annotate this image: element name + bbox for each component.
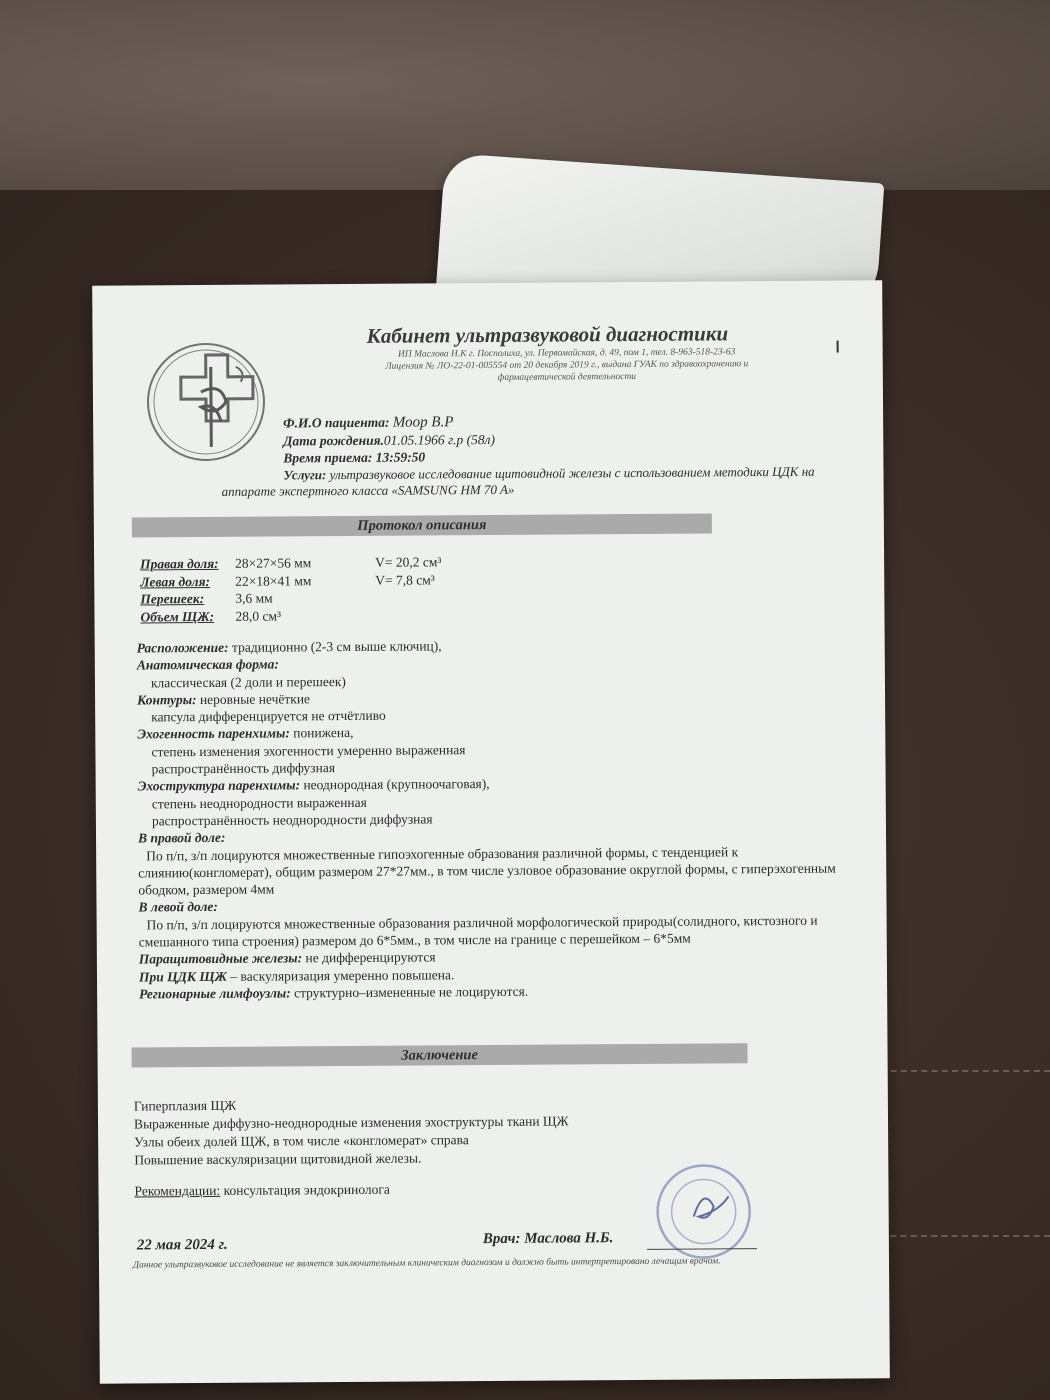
clinic-license: Лицензия № ЛО-22-01-005554 от 20 декабря 2019 г., выдана ГУАК по здравоохранению и (385, 359, 749, 372)
clinic-address: ИП Маслова Н.К г. Посполиха, ул. Первомайская, д. 49, пом 1, тел. 8-963-518-23-63 (397, 347, 736, 360)
recommendation (134, 1182, 389, 1200)
conclusion-item: Повышение васкуляризации щитовидной железы. (134, 1150, 422, 1168)
measurement-row: Перешеек: 3,6 мм (140, 590, 273, 607)
patient-info (283, 413, 495, 466)
recommendation-label: Рекомендации: (134, 1182, 221, 1199)
findings-text: Расположение: традиционно (2-3 см выше ключиц), Анатомическая форма: классическая (2 доли и перешеек) Контуры: неровные нечёткие капсула дифференцируется не отчётливо Эхогенность паренхимы: понижена, степень изменения эхогенности умеренно выраженная распространённость диффузная Эхоструктура паренхимы: неоднородная (крупноочаговая), степень неоднородности выраженная распространённость неоднородности диффузная В правой доле: По п/п, з/п лоцируются множественные гипоэхогенные образования различной формы, с тенденцией к слиянию(конгломерат), общим размером 27*27мм., в том числе узловое образование округлой формы, с гиперэхогенным ободком, размером 4мм В левой доле: По п/п, з/п лоцируются множественные образования различной морфологической природы(солидного, кистозного и смешанного типа строения) размером до 6*5мм., в том числе на границе с перешейком – 6*5мм Паращитовидные железы: не дифференцируются При ЦДК ЩЖ – васкуляризация умеренно повышена. Регионарные лимфоузлы: структурно–измененные не лоцируются. (136, 638, 836, 1002)
margin-mark (837, 341, 839, 353)
services-value: ультразвуковое исследование щитовидной железы с использованием методики ЦДК на аппарате экспертного класса «SAMSUNG HM 70 A» (221, 463, 815, 499)
doctor-name: Врач: Маслова Н.Б. (482, 1230, 614, 1248)
conclusion-list (134, 1093, 834, 1170)
dob-value: 01.05.1966 г.р (58л) (383, 431, 496, 448)
conclusion-section-header: Заключение (131, 1043, 747, 1067)
conclusion-item: Выраженные диффузно-неоднородные изменения эхоструктуры ткани ЩЖ (133, 1113, 569, 1132)
disclaimer: Данное ультразвуковое исследование не является заключительным клиническим диагнозом и должно быть интерпретировано лечащим врачом. (132, 1256, 721, 1271)
ultrasound-report-page (92, 280, 890, 1383)
clinic-title: Кабинет ультразвуковой диагностики (366, 321, 729, 348)
services-label: Услуги: (283, 467, 327, 483)
medical-logo-icon (141, 336, 292, 467)
measurement-row: Правая доля: 28×27×56 мм V= 20,2 см³ (140, 554, 442, 572)
measurement-row: Левая доля: 22×18×41 мм V= 7,8 см³ (140, 571, 435, 589)
round-stamp-icon (653, 1161, 754, 1262)
conclusion-item: Узлы обеих долей ЩЖ, в том числе «конгломерат» справа (134, 1132, 469, 1150)
report-date: 22 мая 2024 г. (136, 1236, 228, 1254)
time-value: 13:59:50 (375, 449, 426, 465)
recommendation-value: консультация эндокринолога (223, 1181, 390, 1198)
protocol-section-header: Протокол описания (132, 513, 712, 537)
clinic-license-cont: фармацевтической деятельности (497, 371, 637, 383)
cloth-seam (860, 1070, 1050, 1074)
services-info (221, 464, 841, 500)
measurements-table (140, 553, 535, 626)
conclusion-item: Гиперплазия ЩЖ (133, 1097, 237, 1114)
patient-name-label: Ф.И.О пациента: (283, 414, 390, 431)
cloth-seam (880, 1235, 1050, 1239)
measurement-row: Объем ЩЖ: 28,0 см³ (140, 607, 282, 624)
time-label: Время приема: (283, 449, 373, 466)
patient-name: Моор В.Р (392, 414, 454, 431)
dob-label: Дата рождения. (283, 432, 384, 449)
